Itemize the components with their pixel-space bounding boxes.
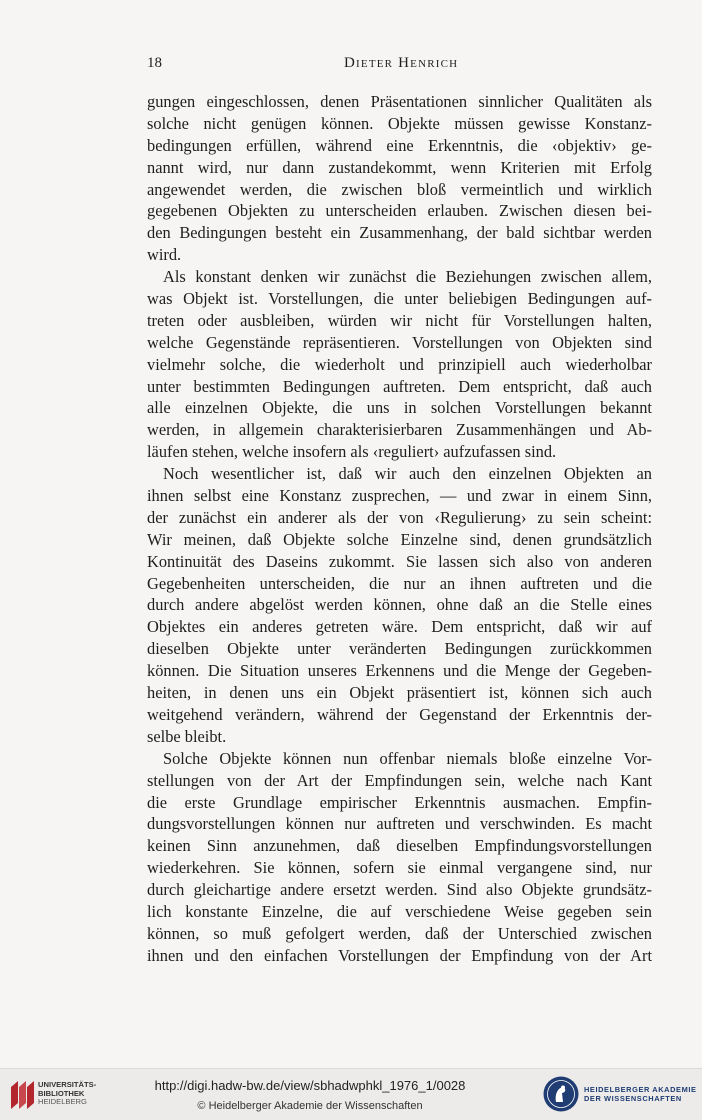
text-line: der zunächst ein anderer als der von ‹Regulierung› zu sein scheint: bbox=[147, 507, 652, 527]
text-line: Kontinuität des Daseins zukommt. Sie lassen sich also von anderen bbox=[147, 551, 652, 571]
library-name-line: HEIDELBERG bbox=[38, 1097, 87, 1107]
copyright-notice: © Heidelberger Akademie der Wissenschaften bbox=[197, 1100, 423, 1112]
text-line: wiederkehren. Sie können, sofern sie einmal vergangene sind, nur bbox=[147, 858, 652, 878]
library-name-line: UNIVERSITÄTS- bbox=[38, 1080, 97, 1089]
text-line: heiten, in denen uns ein Objekt präsentiert ist, können sich auch bbox=[147, 683, 652, 703]
text-line: nannt wird, nur dann zustandekommt, wenn Kriterien mit Erfolg bbox=[147, 157, 652, 177]
text-line: läufen stehen, welche insofern als ‹reguliert› aufzufassen sind. bbox=[147, 442, 557, 462]
text-line: selbe bleibt. bbox=[147, 726, 227, 746]
permalink-url[interactable]: http://digi.hadw-bw.de/view/sbhadwphkl_1976_1/0028 bbox=[154, 1078, 466, 1093]
text-line: welche Gegenstände repräsentieren. Vorstellungen von Objekten sind bbox=[147, 332, 652, 352]
running-head: Dieter Henrich bbox=[344, 55, 459, 71]
text-line: dungsvorstellungen können nur auftreten und verschwinden. Es macht bbox=[147, 814, 652, 834]
page-number: 18 bbox=[147, 55, 162, 71]
text-line: den Bedingungen besteht ein Zusammenhang, der bald sichtbar werden bbox=[147, 223, 652, 243]
text-line: Solche Objekte können nun offenbar niemals bloße einzelne Vor- bbox=[163, 748, 652, 768]
text-line: werden, in allgemein charakterisierbaren Zusammenhängen und Ab- bbox=[147, 420, 652, 440]
text-line: Gegebenheiten unterscheiden, die nur an ihnen auftreten und die bbox=[147, 573, 652, 593]
text-line: gegebenen Objekten zu unterscheiden erlauben. Zwischen diesen bei- bbox=[147, 201, 652, 221]
text-line: keinen Sinn anzunehmen, daß dieselben Empfindungsvorstellungen bbox=[147, 836, 652, 856]
text-line: vielmehr solche, die wiederholt und prinzipiell auch wiederholbar bbox=[147, 354, 652, 374]
text-line: weitgehend verändern, während der Gegenstand der Erkenntnis der- bbox=[147, 704, 652, 724]
text-line: gungen eingeschlossen, denen Präsentationen sinnlicher Qualitäten als bbox=[147, 92, 652, 111]
text-line: stellungen von der Art der Empfindungen sein, welche nach Kant bbox=[147, 770, 652, 790]
text-line: durch andere abgelöst werden können, ohne daß an die Stelle eines bbox=[147, 595, 652, 615]
text-line: alle einzelnen Objekte, die uns in solchen Vorstellungen bekannt bbox=[147, 398, 652, 418]
academy-seal-icon bbox=[542, 1075, 580, 1113]
text-line: ihnen und den einfachen Vorstellungen der Empfindung von der Art bbox=[147, 945, 652, 965]
text-line: Als konstant denken wir zunächst die Beziehungen zwischen allem, bbox=[163, 267, 652, 287]
academy-name bbox=[584, 1085, 697, 1103]
text-line: durch gleichartige andere ersetzt werden. Sind also Objekte grundsätz- bbox=[147, 880, 652, 900]
text-line: können. Die Situation unseres Erkennens und die Menge der Gegeben- bbox=[147, 661, 652, 681]
body-text bbox=[147, 91, 652, 967]
academy-name-line: DER WISSENSCHAFTEN bbox=[584, 1094, 682, 1104]
library-name-line: BIBLIOTHEK bbox=[38, 1088, 85, 1098]
text-line: Wir meinen, daß Objekte solche Einzelne sind, denen grundsätzlich bbox=[147, 529, 652, 549]
academy-name-line: HEIDELBERGER AKADEMIE bbox=[584, 1085, 697, 1094]
text-line: wird. bbox=[147, 245, 182, 265]
text-line: Noch wesentlicher ist, daß wir auch den einzelnen Objekten an bbox=[163, 464, 652, 484]
text-line: können, so muß gefolgert werden, daß der Unterschied zwischen bbox=[147, 923, 652, 943]
text-line: die erste Grundlage empirischer Erkenntnis ausmachen. Empfin- bbox=[147, 792, 652, 812]
page-header bbox=[147, 55, 652, 77]
footer-bar bbox=[0, 1068, 702, 1120]
text-line: treten oder ausbleiben, würden wir nicht für Vorstellungen halten, bbox=[147, 310, 652, 330]
text-line: unter bestimmten Bedingungen auftreten. Dem entspricht, daß auch bbox=[147, 376, 652, 396]
text-line: was Objekt ist. Vorstellungen, die unter beliebigen Bedingungen auf- bbox=[147, 289, 652, 309]
text-line: dieselben Objekte unter veränderten Bedingungen zurückkommen bbox=[147, 639, 652, 659]
text-line: solche nicht genügen können. Objekte müssen gewisse Konstanz- bbox=[147, 113, 652, 133]
text-line: Objektes ein anderes getreten wäre. Dem entspricht, daß wir auf bbox=[147, 617, 652, 637]
text-line: ihnen selbst eine Konstanz zusprechen, — und zwar in einem Sinn, bbox=[147, 486, 652, 506]
text-line: bedingungen erfüllen, während eine Erkenntnis, die ‹objektiv› ge- bbox=[147, 135, 652, 155]
text-line: angewendet werden, die zwischen bloß vermeintlich und wirklich bbox=[147, 179, 652, 199]
text-line: lich konstante Einzelne, die auf verschiedene Weise gegeben sein bbox=[147, 901, 652, 921]
